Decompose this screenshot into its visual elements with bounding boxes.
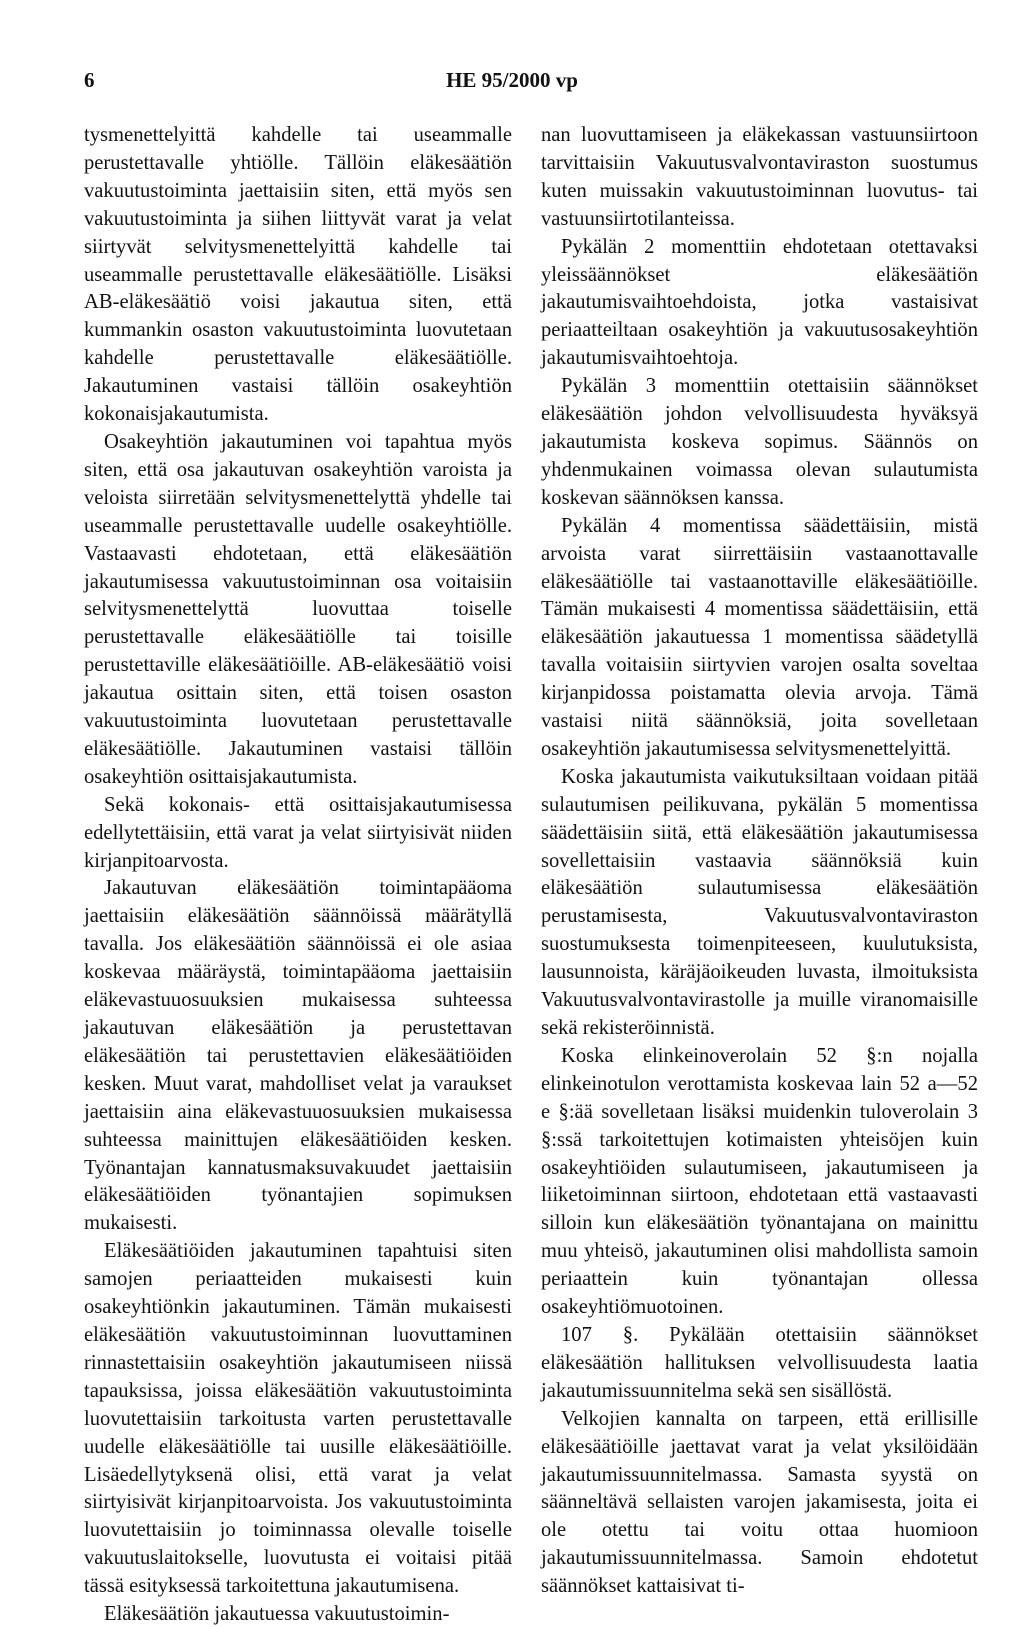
paragraph: Velkojien kannalta on tarpeen, että erillisille eläkesäätiöille jaettavat varat ja velat yksilöidään jakautumissuunnitelmassa. Samasta syystä on säänneltävä sellaisten varojen jakamisesta, joita ei ole otettu tai voitu ottaa huomioon jakautumissuunnitelmassa. Samoin ehdotetut säännökset kattaisivat ti- [541, 1407, 978, 1598]
running-head: HE 95/2000 vp [446, 68, 578, 92]
paragraph: Pykälän 2 momenttiin ehdotetaan otettavaksi yleissäännökset eläkesäätiön jakautumisvaihtoehdoista, jotka vastaisivat periaatteiltaan osakeyhtiön ja vakuutusosakeyhtiön jakautumisvaihtoehtoja. [541, 235, 978, 370]
right-column [541, 122, 978, 1601]
paragraph: Sekä kokonais- että osittaisjakautumisessa edellytettäisiin, että varat ja velat siirtyisivät niiden kirjanpitoarvosta. [84, 793, 512, 872]
paragraph: Eläkesäätiön jakautuessa vakuutustoimin- [104, 1603, 450, 1626]
paragraph: Jakautuvan eläkesäätiön toimintapääoma jaettaisiin eläkesäätiön säännöissä määrätyllä tavalla. Jos eläkesäätiön säännöissä ei ole asiaa koskevaa määräystä, toimintapääoma jaettaisiin eläkevastuuosuuksien mukaisessa suhteessa jakautuvan eläkesäätiön ja perustettavan eläkesäätiön tai perustettavien eläkesäätiöiden kesken. Muut varat, mahdolliset velat ja varaukset jaettaisiin aina eläkevastuuosuuksien mukaisessa suhteessa mainittujen eläkesäätiöiden kesken. Työnantajan kannatusmaksuvakuudet jaettaisiin eläkesäätiöiden työnantajien sopimuksen mukaisesti. [84, 877, 512, 1235]
paragraph: Eläkesäätiöiden jakautuminen tapahtuisi siten samojen periaatteiden mukaisesti kuin osakeyhtiönkin jakautuminen. Tämän mukaisesti eläkesäätiön vakuutustoiminnan luovuttaminen rinnastettaisiin osakeyhtiön jakautumiseen niissä tapauksissa, joissa eläkesäätiön vakuutustoiminta luovutettaisiin tarkoitusta varten perustettavalle uudelle eläkesäätiölle tai uusille eläkesäätiöille. Lisäedellytyksenä olisi, että varat ja velat siirtyisivät kirjanpitoarvoista. Jos vakuutustoiminta luovutettaisiin jo toiminnassa olevalle toiselle vakuutuslaitokselle, luovutusta ei voitaisi pitää tässä esityksessä tarkoitettuna jakautumisena. [84, 1240, 512, 1598]
paragraph: Pykälän 4 momentissa säädettäisiin, mistä arvoista varat siirrettäisiin vastaanottavalle eläkesäätiölle tai vastaanottaville eläkesäätiöille. Tämän mukaisesti 4 momentissa säädettäisiin, että eläkesäätiön jakautuessa 1 momentissa säädetyllä tavalla voitaisiin siirtyvien varojen osalta soveltaa kirjanpidossa poistamatta olevia arvoja. Tämä vastaisi niitä säännöksiä, joita sovelletaan osakeyhtiön jakautumisessa selvitysmenettelyittä. [541, 514, 978, 760]
paragraph: 107 §. Pykälään otettaisiin säännökset eläkesäätiön hallituksen velvollisuudesta laatia jakautumissuunnitelma sekä sen sisällöstä. [541, 1323, 978, 1402]
page-number: 6 [84, 68, 95, 92]
paragraph: nan luovuttamiseen ja eläkekassan vastuunsiirtoon tarvittaisiin Vakuutusvalvontaviraston suostumus kuten muissakin vakuutustoiminnan luovutus- tai vastuunsiirtotilanteissa. [541, 124, 978, 230]
paragraph: Pykälän 3 momenttiin otettaisiin säännökset eläkesäätiön johdon velvollisuudesta hyväksyä jakautumista koskeva sopimus. Säännös on yhdenmukainen voimassa olevan sulautumista koskevan säännöksen kanssa. [541, 375, 978, 509]
left-column [84, 122, 512, 1629]
paragraph: Koska elinkeinoverolain 52 §:n nojalla elinkeinotulon verottamista koskevaa lain 52 a—52 e §:ää sovelletaan lisäksi muidenkin tuloverolain 3 §:ssä tarkoitettujen kotimaisten yhteisöjen kuin osakeyhtiöiden sulautumiseen, jakautumiseen ja liiketoiminnan siirtoon, ehdotetaan että vastaavasti silloin kun eläkesäätiön työnantajana on mainittu muu yhteisö, jakautuminen olisi mahdollista samoin periaattein kuin työnantajan ollessa osakeyhtiömuotoinen. [541, 1044, 978, 1319]
paragraph: tysmenettelyittä kahdelle tai useammalle perustettavalle yhtiölle. Tällöin eläkesäätiön vakuutustoiminta jaettaisiin siten, että myös sen vakuutustoiminta ja siihen liittyvät varat ja velat siirtyvät selvitysmenettelyittä kahdelle tai useammalle perustettavalle eläkesäätiölle. Lisäksi AB-eläkesäätiö voisi jakautua siten, että kummankin osaston vakuutustoiminta luovutetaan kahdelle perustettavalle eläkesäätiölle. Jakautuminen vastaisi tällöin osakeyhtiön kokonaisjakautumista. [84, 124, 512, 426]
paragraph: Osakeyhtiön jakautuminen voi tapahtua myös siten, että osa jakautuvan osakeyhtiön varoista ja veloista siirretään selvitysmenettelyttä yhdelle tai useammalle perustettavalle uudelle osakeyhtiölle. Vastaavasti ehdotetaan, että eläkesäätiön jakautumisessa vakuutustoiminnan osa voitaisiin selvitysmenettelyttä luovuttaa toiselle perustettavalle eläkesäätiölle tai toisille perustettaville eläkesäätiöille. AB-eläkesäätiö voisi jakautua osittain siten, että toisen osaston vakuutustoiminta luovutetaan perustettavalle eläkesäätiölle. Jakautuminen vastaisi tällöin osakeyhtiön osittaisjakautumista. [84, 430, 512, 788]
paragraph: Koska jakautumista vaikutuksiltaan voidaan pitää sulautumisen peilikuvana, pykälän 5 momentissa säädettäisiin siitä, että eläkesäätiön jakautumisessa sovellettaisiin vastaavia säännöksiä kuin eläkesäätiön sulautumisessa eläkesäätiön perustamisesta, Vakuutusvalvontaviraston suostumuksesta toimenpiteeseen, kuulutuksista, lausunnoista, käräjäoikeuden luvasta, ilmoituksista Vakuutusvalvontavirastolle ja muille viranomaisille sekä rekisteröinnistä. [541, 765, 978, 1039]
